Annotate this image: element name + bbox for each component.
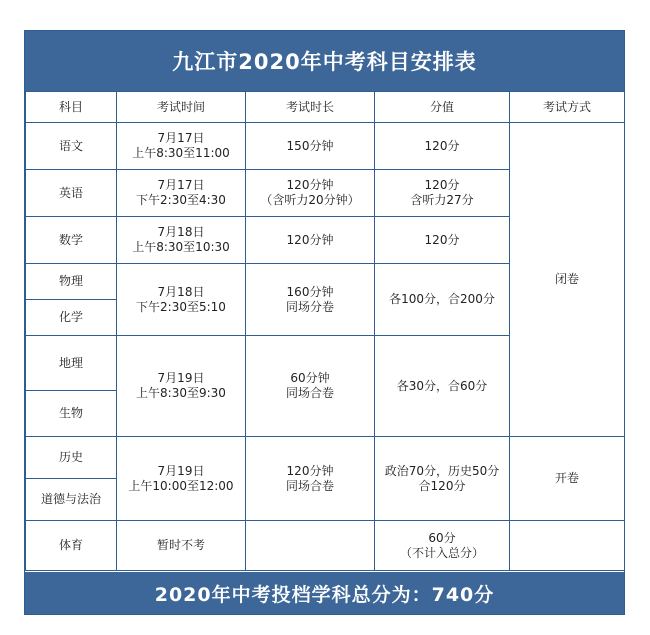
subject-cell: 语文 bbox=[26, 123, 117, 170]
method-cell-open: 开卷 bbox=[510, 437, 625, 521]
header-duration: 考试时长 bbox=[246, 92, 375, 123]
subject-cell: 地理 bbox=[26, 336, 117, 391]
score-cell: 各100分，合200分 bbox=[375, 264, 510, 336]
subject-cell: 生物 bbox=[26, 391, 117, 437]
score-cell: 60分 （不计入总分） bbox=[375, 521, 510, 571]
time-cell: 7月18日 下午2:30至5:10 bbox=[117, 264, 246, 336]
time-cell: 暂时不考 bbox=[117, 521, 246, 571]
total-score-banner: 2020年中考投档学科总分为：740分 bbox=[25, 572, 624, 614]
duration-cell bbox=[246, 521, 375, 571]
score-cell: 各30分，合60分 bbox=[375, 336, 510, 437]
duration-cell: 160分钟 同场分卷 bbox=[246, 264, 375, 336]
header-score: 分值 bbox=[375, 92, 510, 123]
score-cell: 120分 含听力27分 bbox=[375, 170, 510, 217]
header-subject: 科目 bbox=[26, 92, 117, 123]
method-cell-closed: 闭卷 bbox=[510, 123, 625, 437]
header-time: 考试时间 bbox=[117, 92, 246, 123]
header-method: 考试方式 bbox=[510, 92, 625, 123]
table-row bbox=[26, 521, 625, 571]
duration-cell: 60分钟 同场合卷 bbox=[246, 336, 375, 437]
score-cell: 120分 bbox=[375, 123, 510, 170]
table-row bbox=[26, 437, 625, 479]
subject-cell: 体育 bbox=[26, 521, 117, 571]
duration-cell: 150分钟 bbox=[246, 123, 375, 170]
time-cell: 7月19日 上午10:00至12:00 bbox=[117, 437, 246, 521]
subject-cell: 历史 bbox=[26, 437, 117, 479]
time-cell: 7月19日 上午8:30至9:30 bbox=[117, 336, 246, 437]
time-cell: 7月18日 上午8:30至10:30 bbox=[117, 217, 246, 264]
schedule-table-frame bbox=[24, 30, 625, 615]
subject-cell: 化学 bbox=[26, 300, 117, 336]
subject-cell: 英语 bbox=[26, 170, 117, 217]
duration-cell: 120分钟 bbox=[246, 217, 375, 264]
table-title: 九江市2020年中考科目安排表 bbox=[25, 31, 624, 91]
time-cell: 7月17日 上午8:30至11:00 bbox=[117, 123, 246, 170]
subject-cell: 道德与法治 bbox=[26, 479, 117, 521]
exam-schedule-table bbox=[25, 91, 625, 571]
duration-cell: 120分钟 同场合卷 bbox=[246, 437, 375, 521]
time-cell: 7月17日 下午2:30至4:30 bbox=[117, 170, 246, 217]
method-cell bbox=[510, 521, 625, 571]
header-row bbox=[26, 92, 625, 123]
subject-cell: 物理 bbox=[26, 264, 117, 300]
score-cell: 政治70分，历史50分 合120分 bbox=[375, 437, 510, 521]
duration-cell: 120分钟 （含听力20分钟） bbox=[246, 170, 375, 217]
table-row bbox=[26, 123, 625, 170]
score-cell: 120分 bbox=[375, 217, 510, 264]
subject-cell: 数学 bbox=[26, 217, 117, 264]
